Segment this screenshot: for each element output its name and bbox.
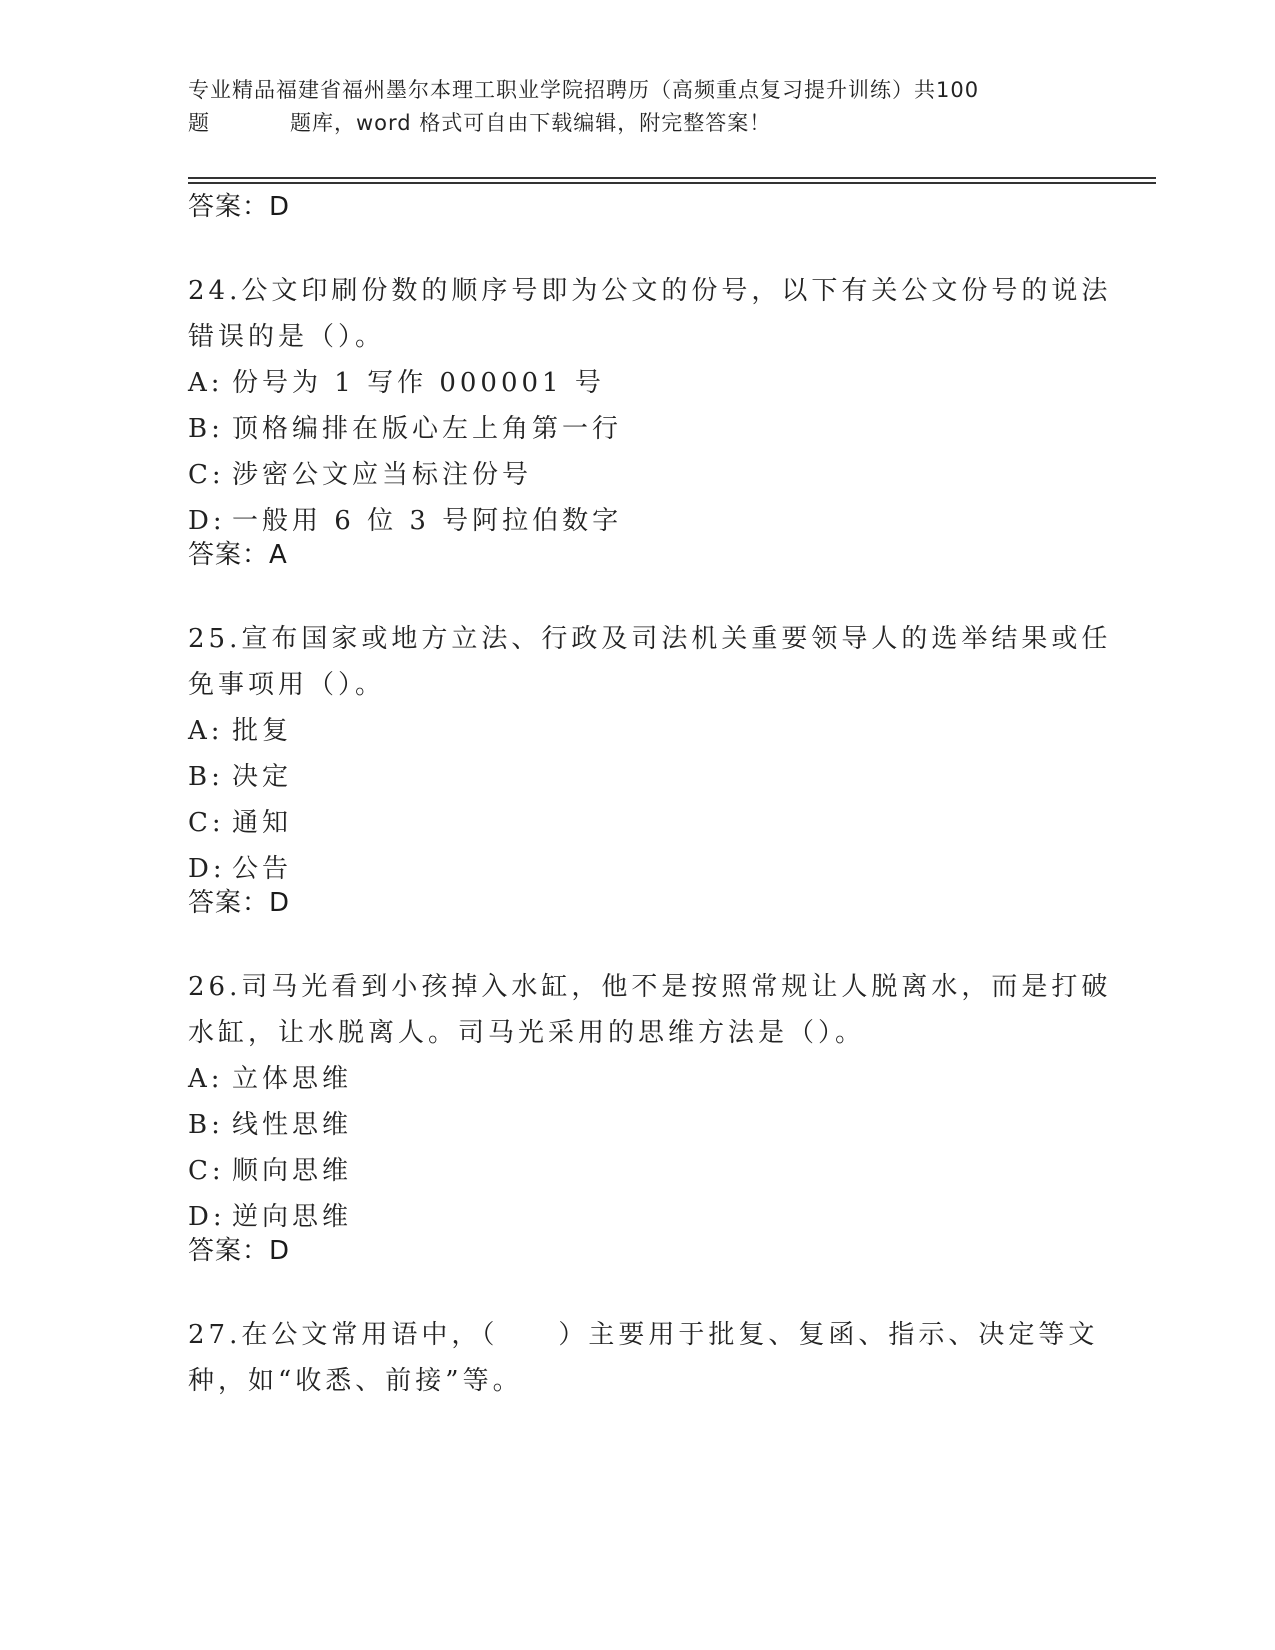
option-d: D: 公告 — [188, 854, 293, 884]
option-c: C: 通知 — [188, 808, 293, 838]
question-stem-line1: 27.在公文常用语中，（ ）主要用于批复、复函、指示、决定等文 — [188, 1320, 1099, 1350]
question-24 — [188, 268, 1112, 544]
answer-value: D — [269, 1236, 291, 1266]
question-stem-line2: 种，如“收悉、前接”等。 — [188, 1366, 523, 1396]
question-stem-line1: 26.司马光看到小孩掉入水缸，他不是按照常规让人脱离水，而是打破 — [188, 972, 1112, 1002]
question-24-answer — [188, 534, 288, 571]
answer-label: 答案： — [188, 1236, 270, 1266]
option-c: C: 顺向思维 — [188, 1156, 353, 1186]
option-c: C: 涉密公文应当标注份号 — [188, 460, 533, 490]
question-26-answer — [188, 1230, 290, 1267]
option-b: B: 决定 — [188, 762, 293, 792]
answer-value: A — [269, 540, 288, 570]
option-d: D: 逆向思维 — [188, 1202, 353, 1232]
prev-answer — [188, 186, 290, 223]
question-stem-line2: 水缸，让水脱离人。司马光采用的思维方法是（）。 — [188, 1018, 866, 1048]
answer-label: 答案： — [188, 192, 270, 222]
question-25-answer — [188, 882, 290, 919]
option-b: B: 顶格编排在版心左上角第一行 — [188, 414, 623, 444]
option-a: A: 份号为 1 写作 000001 号 — [188, 368, 605, 398]
page-header — [188, 74, 1088, 140]
answer-value: D — [269, 888, 291, 918]
header-title-line2-right: 题库，word 格式可自由下载编辑，附完整答案！ — [290, 111, 772, 135]
question-stem-line1: 25.宣布国家或地方立法、行政及司法机关重要领导人的选举结果或任 — [188, 624, 1112, 654]
option-a: A: 批复 — [188, 716, 293, 746]
question-27 — [188, 1312, 1099, 1404]
header-title-line2-left: 题 — [188, 111, 210, 135]
option-a: A: 立体思维 — [188, 1064, 353, 1094]
header-divider-bottom — [188, 182, 1156, 184]
answer-value: D — [269, 192, 291, 222]
question-stem-line2: 免事项用（）。 — [188, 670, 386, 700]
question-stem-line2: 错误的是（）。 — [188, 322, 386, 352]
answer-label: 答案： — [188, 540, 270, 570]
question-26 — [188, 964, 1112, 1240]
option-d: D: 一般用 6 位 3 号阿拉伯数字 — [188, 506, 623, 536]
header-title-line1: 专业精品福建省福州墨尔本理工职业学院招聘历（高频重点复习提升训练）共100 — [188, 78, 980, 102]
answer-label: 答案： — [188, 888, 270, 918]
option-b: B: 线性思维 — [188, 1110, 353, 1140]
question-stem-line1: 24.公文印刷份数的顺序号即为公文的份号，以下有关公文份号的说法 — [188, 276, 1112, 306]
header-title-line2 — [188, 107, 1088, 140]
question-25 — [188, 616, 1112, 892]
header-divider-top — [188, 177, 1156, 179]
